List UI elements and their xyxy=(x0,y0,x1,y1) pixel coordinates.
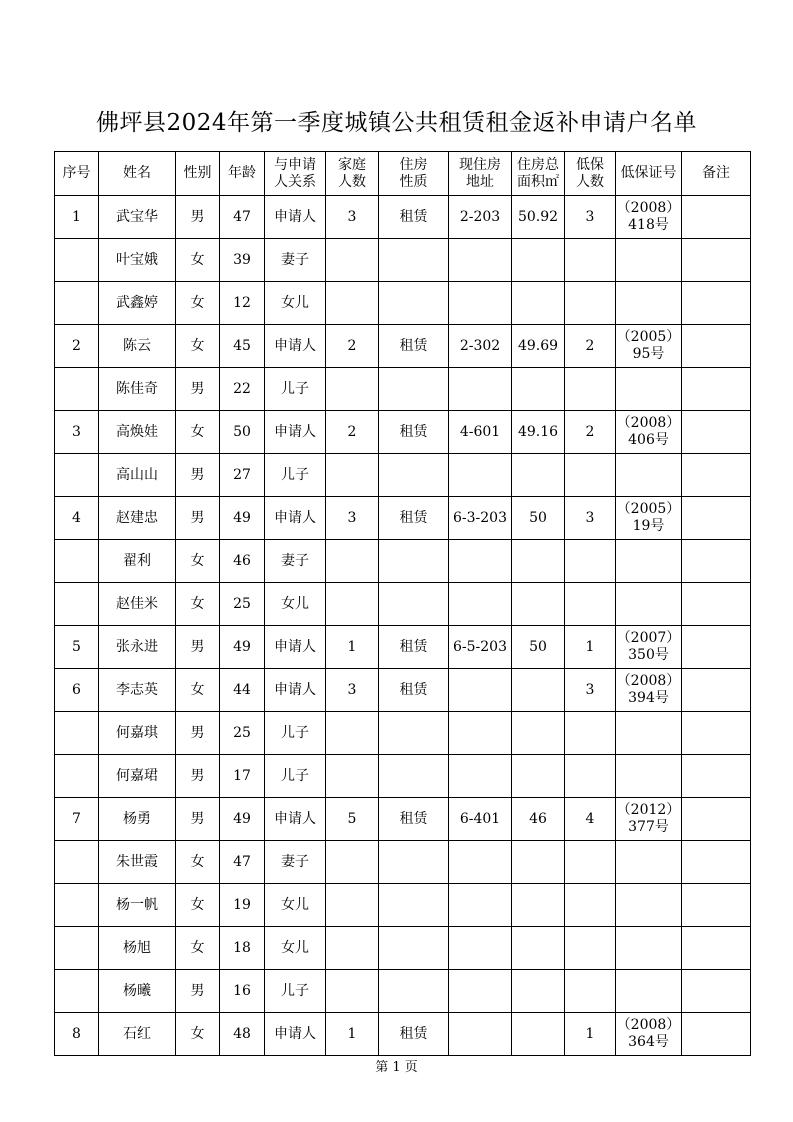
housing-type-cell xyxy=(379,970,449,1013)
seq-cell: 4 xyxy=(55,497,99,540)
header-cell: 序号 xyxy=(55,152,99,196)
name-cell: 杨一帆 xyxy=(99,884,176,927)
gender-cell: 女 xyxy=(176,1013,220,1056)
table-row xyxy=(55,970,751,1013)
seq-cell xyxy=(55,282,99,325)
address-cell xyxy=(449,927,512,970)
age-cell: 47 xyxy=(220,196,265,239)
remark-cell xyxy=(682,239,751,282)
relation-cell: 女儿 xyxy=(265,583,326,626)
area-cell: 46 xyxy=(512,798,565,841)
seq-cell xyxy=(55,970,99,1013)
gender-cell: 男 xyxy=(176,196,220,239)
header-cell: 住房总 面积㎡ xyxy=(512,152,565,196)
certificate-cell xyxy=(616,755,682,798)
certificate-cell xyxy=(616,282,682,325)
subsidy-count-cell: 3 xyxy=(565,497,616,540)
area-cell xyxy=(512,454,565,497)
relation-cell: 儿子 xyxy=(265,454,326,497)
name-cell: 高山山 xyxy=(99,454,176,497)
subsidy-count-cell: 3 xyxy=(565,196,616,239)
age-cell: 25 xyxy=(220,583,265,626)
household-size-cell: 5 xyxy=(326,798,379,841)
name-cell: 何嘉琪 xyxy=(99,712,176,755)
certificate-cell: （2005） 19号 xyxy=(616,497,682,540)
address-cell: 2-302 xyxy=(449,325,512,368)
name-cell: 赵佳米 xyxy=(99,583,176,626)
gender-cell: 男 xyxy=(176,798,220,841)
certificate-cell: （2008） 418号 xyxy=(616,196,682,239)
certificate-cell: （2005） 95号 xyxy=(616,325,682,368)
seq-cell: 6 xyxy=(55,669,99,712)
certificate-cell xyxy=(616,884,682,927)
remark-cell xyxy=(682,669,751,712)
household-size-cell: 2 xyxy=(326,411,379,454)
area-cell xyxy=(512,927,565,970)
age-cell: 49 xyxy=(220,497,265,540)
age-cell: 19 xyxy=(220,884,265,927)
header-cell: 低保证号 xyxy=(616,152,682,196)
remark-cell xyxy=(682,927,751,970)
age-cell: 47 xyxy=(220,841,265,884)
remark-cell xyxy=(682,583,751,626)
table-row xyxy=(55,497,751,540)
relation-cell: 女儿 xyxy=(265,884,326,927)
housing-type-cell: 租赁 xyxy=(379,1013,449,1056)
age-cell: 12 xyxy=(220,282,265,325)
header-cell: 性别 xyxy=(176,152,220,196)
age-cell: 45 xyxy=(220,325,265,368)
housing-type-cell: 租赁 xyxy=(379,196,449,239)
gender-cell: 女 xyxy=(176,325,220,368)
age-cell: 49 xyxy=(220,626,265,669)
applicant-table xyxy=(54,151,751,1056)
table-row xyxy=(55,841,751,884)
seq-cell xyxy=(55,884,99,927)
household-size-cell xyxy=(326,540,379,583)
relation-cell: 女儿 xyxy=(265,927,326,970)
remark-cell xyxy=(682,712,751,755)
relation-cell: 申请人 xyxy=(265,411,326,454)
seq-cell: 7 xyxy=(55,798,99,841)
area-cell xyxy=(512,970,565,1013)
address-cell xyxy=(449,540,512,583)
age-cell: 22 xyxy=(220,368,265,411)
subsidy-count-cell: 2 xyxy=(565,325,616,368)
name-cell: 陈云 xyxy=(99,325,176,368)
table-row xyxy=(55,540,751,583)
remark-cell xyxy=(682,841,751,884)
remark-cell xyxy=(682,1013,751,1056)
certificate-cell xyxy=(616,927,682,970)
subsidy-count-cell xyxy=(565,712,616,755)
header-cell: 现住房 地址 xyxy=(449,152,512,196)
name-cell: 翟利 xyxy=(99,540,176,583)
age-cell: 50 xyxy=(220,411,265,454)
household-size-cell xyxy=(326,454,379,497)
area-cell xyxy=(512,755,565,798)
housing-type-cell xyxy=(379,540,449,583)
household-size-cell xyxy=(326,712,379,755)
housing-type-cell xyxy=(379,884,449,927)
relation-cell: 申请人 xyxy=(265,626,326,669)
table-row xyxy=(55,196,751,239)
area-cell xyxy=(512,712,565,755)
age-cell: 25 xyxy=(220,712,265,755)
relation-cell: 申请人 xyxy=(265,798,326,841)
name-cell: 武鑫婷 xyxy=(99,282,176,325)
household-size-cell: 1 xyxy=(326,1013,379,1056)
table-row xyxy=(55,884,751,927)
certificate-cell xyxy=(616,540,682,583)
gender-cell: 女 xyxy=(176,239,220,282)
area-cell xyxy=(512,368,565,411)
address-cell xyxy=(449,884,512,927)
area-cell xyxy=(512,282,565,325)
address-cell xyxy=(449,841,512,884)
seq-cell xyxy=(55,755,99,798)
address-cell xyxy=(449,1013,512,1056)
name-cell: 陈佳奇 xyxy=(99,368,176,411)
subsidy-count-cell xyxy=(565,970,616,1013)
address-cell xyxy=(449,454,512,497)
subsidy-count-cell: 1 xyxy=(565,1013,616,1056)
address-cell: 6-3-203 xyxy=(449,497,512,540)
table-row xyxy=(55,669,751,712)
age-cell: 39 xyxy=(220,239,265,282)
relation-cell: 申请人 xyxy=(265,497,326,540)
gender-cell: 男 xyxy=(176,755,220,798)
remark-cell xyxy=(682,626,751,669)
age-cell: 46 xyxy=(220,540,265,583)
seq-cell xyxy=(55,712,99,755)
name-cell: 杨旭 xyxy=(99,927,176,970)
gender-cell: 女 xyxy=(176,927,220,970)
age-cell: 18 xyxy=(220,927,265,970)
gender-cell: 女 xyxy=(176,411,220,454)
certificate-cell: （2012） 377号 xyxy=(616,798,682,841)
name-cell: 张永进 xyxy=(99,626,176,669)
remark-cell xyxy=(682,755,751,798)
relation-cell: 申请人 xyxy=(265,1013,326,1056)
area-cell xyxy=(512,239,565,282)
table-row xyxy=(55,239,751,282)
housing-type-cell xyxy=(379,841,449,884)
header-cell: 家庭 人数 xyxy=(326,152,379,196)
remark-cell xyxy=(682,884,751,927)
certificate-cell xyxy=(616,583,682,626)
gender-cell: 男 xyxy=(176,368,220,411)
area-cell: 50.92 xyxy=(512,196,565,239)
seq-cell: 3 xyxy=(55,411,99,454)
table-header-row xyxy=(55,152,751,196)
gender-cell: 女 xyxy=(176,669,220,712)
header-cell: 低保 人数 xyxy=(565,152,616,196)
housing-type-cell xyxy=(379,927,449,970)
table-row xyxy=(55,454,751,497)
household-size-cell: 3 xyxy=(326,196,379,239)
remark-cell xyxy=(682,798,751,841)
table-row xyxy=(55,325,751,368)
housing-type-cell xyxy=(379,368,449,411)
area-cell: 49.69 xyxy=(512,325,565,368)
table-row xyxy=(55,927,751,970)
household-size-cell: 3 xyxy=(326,669,379,712)
header-cell: 年龄 xyxy=(220,152,265,196)
housing-type-cell xyxy=(379,583,449,626)
housing-type-cell xyxy=(379,454,449,497)
housing-type-cell: 租赁 xyxy=(379,669,449,712)
page-number: 第 1 页 xyxy=(375,1060,418,1075)
name-cell: 李志英 xyxy=(99,669,176,712)
name-cell: 朱世霞 xyxy=(99,841,176,884)
header-cell: 住房 性质 xyxy=(379,152,449,196)
subsidy-count-cell xyxy=(565,282,616,325)
seq-cell xyxy=(55,540,99,583)
gender-cell: 男 xyxy=(176,712,220,755)
relation-cell: 儿子 xyxy=(265,970,326,1013)
relation-cell: 女儿 xyxy=(265,282,326,325)
relation-cell: 儿子 xyxy=(265,368,326,411)
household-size-cell xyxy=(326,970,379,1013)
age-cell: 17 xyxy=(220,755,265,798)
gender-cell: 女 xyxy=(176,282,220,325)
seq-cell: 8 xyxy=(55,1013,99,1056)
area-cell: 50 xyxy=(512,497,565,540)
subsidy-count-cell xyxy=(565,454,616,497)
gender-cell: 女 xyxy=(176,884,220,927)
relation-cell: 申请人 xyxy=(265,325,326,368)
housing-type-cell: 租赁 xyxy=(379,626,449,669)
housing-type-cell: 租赁 xyxy=(379,497,449,540)
table-row xyxy=(55,798,751,841)
remark-cell xyxy=(682,454,751,497)
address-cell: 6-5-203 xyxy=(449,626,512,669)
household-size-cell: 3 xyxy=(326,497,379,540)
seq-cell xyxy=(55,239,99,282)
remark-cell xyxy=(682,411,751,454)
gender-cell: 男 xyxy=(176,454,220,497)
address-cell xyxy=(449,239,512,282)
subsidy-count-cell xyxy=(565,368,616,411)
subsidy-count-cell xyxy=(565,841,616,884)
table-row xyxy=(55,1013,751,1056)
gender-cell: 女 xyxy=(176,540,220,583)
remark-cell xyxy=(682,325,751,368)
table-row xyxy=(55,626,751,669)
certificate-cell: （2008） 394号 xyxy=(616,669,682,712)
area-cell xyxy=(512,884,565,927)
gender-cell: 男 xyxy=(176,970,220,1013)
household-size-cell xyxy=(326,239,379,282)
table-row xyxy=(55,755,751,798)
seq-cell xyxy=(55,841,99,884)
age-cell: 27 xyxy=(220,454,265,497)
area-cell xyxy=(512,669,565,712)
name-cell: 何嘉珺 xyxy=(99,755,176,798)
subsidy-count-cell xyxy=(565,884,616,927)
seq-cell: 2 xyxy=(55,325,99,368)
remark-cell xyxy=(682,282,751,325)
address-cell xyxy=(449,368,512,411)
gender-cell: 男 xyxy=(176,626,220,669)
relation-cell: 妻子 xyxy=(265,540,326,583)
name-cell: 石红 xyxy=(99,1013,176,1056)
subsidy-count-cell: 4 xyxy=(565,798,616,841)
table-row xyxy=(55,411,751,454)
remark-cell xyxy=(682,196,751,239)
subsidy-count-cell xyxy=(565,540,616,583)
address-cell: 6-401 xyxy=(449,798,512,841)
address-cell xyxy=(449,970,512,1013)
address-cell: 4-601 xyxy=(449,411,512,454)
seq-cell xyxy=(55,927,99,970)
area-cell xyxy=(512,841,565,884)
certificate-cell xyxy=(616,239,682,282)
certificate-cell: （2008） 364号 xyxy=(616,1013,682,1056)
address-cell: 2-203 xyxy=(449,196,512,239)
household-size-cell: 2 xyxy=(326,325,379,368)
seq-cell xyxy=(55,454,99,497)
gender-cell: 女 xyxy=(176,841,220,884)
certificate-cell: （2007） 350号 xyxy=(616,626,682,669)
age-cell: 49 xyxy=(220,798,265,841)
name-cell: 武宝华 xyxy=(99,196,176,239)
area-cell xyxy=(512,583,565,626)
remark-cell xyxy=(682,540,751,583)
name-cell: 叶宝娥 xyxy=(99,239,176,282)
housing-type-cell xyxy=(379,282,449,325)
certificate-cell xyxy=(616,712,682,755)
seq-cell xyxy=(55,583,99,626)
area-cell: 49.16 xyxy=(512,411,565,454)
remark-cell xyxy=(682,368,751,411)
household-size-cell xyxy=(326,755,379,798)
certificate-cell xyxy=(616,368,682,411)
subsidy-count-cell: 2 xyxy=(565,411,616,454)
table-row xyxy=(55,368,751,411)
household-size-cell xyxy=(326,282,379,325)
subsidy-count-cell: 1 xyxy=(565,626,616,669)
page-title: 佛坪县2024年第一季度城镇公共租赁租金返补申请户名单 xyxy=(95,110,698,136)
seq-cell: 5 xyxy=(55,626,99,669)
header-cell: 备注 xyxy=(682,152,751,196)
subsidy-count-cell: 3 xyxy=(565,669,616,712)
housing-type-cell: 租赁 xyxy=(379,411,449,454)
address-cell xyxy=(449,583,512,626)
area-cell xyxy=(512,1013,565,1056)
relation-cell: 儿子 xyxy=(265,712,326,755)
table-row xyxy=(55,712,751,755)
relation-cell: 申请人 xyxy=(265,196,326,239)
age-cell: 48 xyxy=(220,1013,265,1056)
household-size-cell xyxy=(326,927,379,970)
subsidy-count-cell xyxy=(565,927,616,970)
table-row xyxy=(55,583,751,626)
housing-type-cell xyxy=(379,239,449,282)
address-cell xyxy=(449,282,512,325)
certificate-cell: （2008） 406号 xyxy=(616,411,682,454)
subsidy-count-cell xyxy=(565,583,616,626)
area-cell xyxy=(512,540,565,583)
gender-cell: 男 xyxy=(176,497,220,540)
name-cell: 杨勇 xyxy=(99,798,176,841)
address-cell xyxy=(449,755,512,798)
relation-cell: 儿子 xyxy=(265,755,326,798)
table-row xyxy=(55,282,751,325)
housing-type-cell: 租赁 xyxy=(379,325,449,368)
gender-cell: 女 xyxy=(176,583,220,626)
household-size-cell: 1 xyxy=(326,626,379,669)
relation-cell: 妻子 xyxy=(265,841,326,884)
header-cell: 姓名 xyxy=(99,152,176,196)
certificate-cell xyxy=(616,970,682,1013)
name-cell: 赵建忠 xyxy=(99,497,176,540)
name-cell: 高焕娃 xyxy=(99,411,176,454)
remark-cell xyxy=(682,970,751,1013)
address-cell xyxy=(449,669,512,712)
age-cell: 44 xyxy=(220,669,265,712)
household-size-cell xyxy=(326,368,379,411)
housing-type-cell: 租赁 xyxy=(379,798,449,841)
seq-cell xyxy=(55,368,99,411)
household-size-cell xyxy=(326,583,379,626)
address-cell xyxy=(449,712,512,755)
certificate-cell xyxy=(616,841,682,884)
header-cell: 与申请 人关系 xyxy=(265,152,326,196)
housing-type-cell xyxy=(379,755,449,798)
household-size-cell xyxy=(326,841,379,884)
seq-cell: 1 xyxy=(55,196,99,239)
certificate-cell xyxy=(616,454,682,497)
remark-cell xyxy=(682,497,751,540)
relation-cell: 妻子 xyxy=(265,239,326,282)
age-cell: 16 xyxy=(220,970,265,1013)
area-cell: 50 xyxy=(512,626,565,669)
subsidy-count-cell xyxy=(565,239,616,282)
relation-cell: 申请人 xyxy=(265,669,326,712)
household-size-cell xyxy=(326,884,379,927)
housing-type-cell xyxy=(379,712,449,755)
table-body xyxy=(55,152,751,1056)
subsidy-count-cell xyxy=(565,755,616,798)
name-cell: 杨曦 xyxy=(99,970,176,1013)
